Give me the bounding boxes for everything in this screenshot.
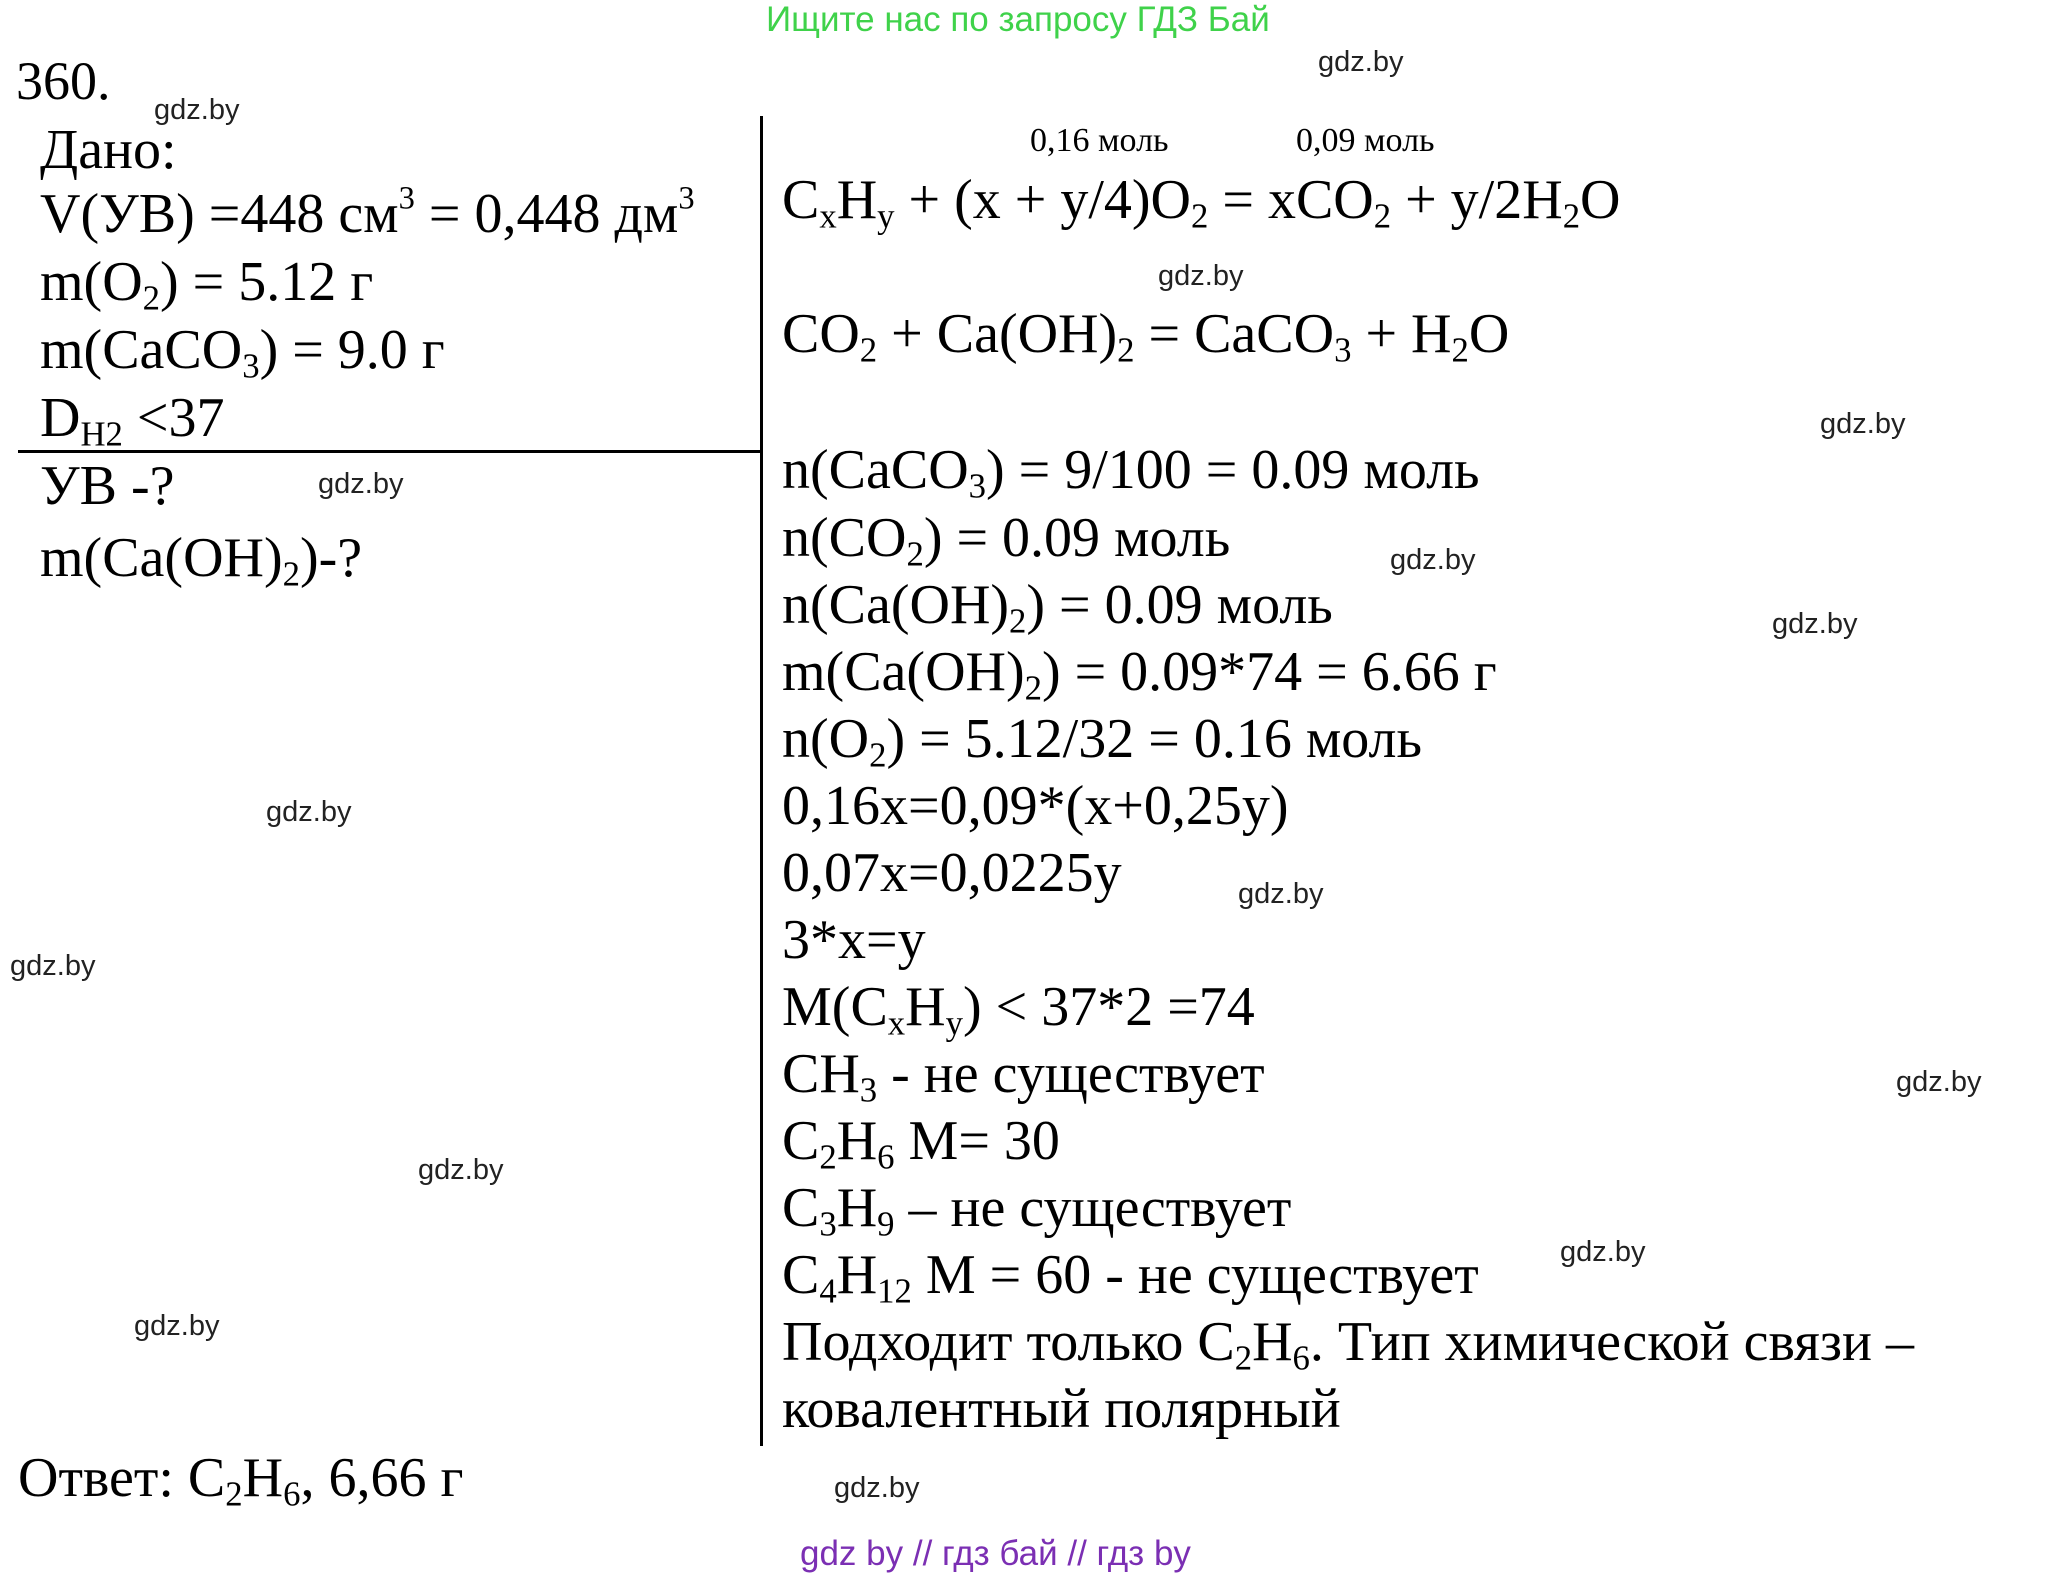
find-hydrocarbon: УВ -?	[40, 455, 175, 517]
watermark: gdz.by	[1158, 260, 1244, 292]
mol-label-o2: 0,16 моль	[1030, 122, 1169, 159]
watermark: gdz.by	[1318, 46, 1404, 78]
given-mass-o2: $m(O_2) = 5.12$ г	[40, 251, 374, 318]
given-density: $D_{H2} <37$	[40, 387, 225, 454]
watermark: gdz.by	[134, 1310, 220, 1342]
solution-line-c2h6: $C_2H_6$ M= 30	[782, 1110, 1060, 1177]
solution-line-ratio: 0,16x=0,09*(x+0,25y)	[782, 775, 1289, 837]
solution-line-n-caco3: n(CaCO$_3$) = 9/100 = 0.09 моль	[782, 439, 1480, 506]
watermark: gdz.by	[1896, 1066, 1982, 1098]
solution-line-n-o2: $n(O_2) = 5.12/32 = 0.16$ моль	[782, 708, 1423, 775]
combustion-equation: $C_xH_y + (x + y/4)O_2 = xCO_2 + y/2H_2O$	[782, 169, 1621, 236]
vertical-divider	[760, 116, 763, 1446]
footer-links: gdz by // гдз бай // гдз by	[800, 1534, 1191, 1573]
watermark: gdz.by	[834, 1472, 920, 1504]
solution-line-relation: 3*x=y	[782, 909, 926, 971]
problem-number: 360.	[16, 51, 111, 111]
watermark: gdz.by	[418, 1154, 504, 1186]
mol-label-co2: 0,09 моль	[1296, 122, 1435, 159]
watermark: gdz.by	[1390, 544, 1476, 576]
solution-line-n-caoh2: $n(Ca(OH)_2) = 0.09$ моль	[782, 574, 1333, 641]
watermark: gdz.by	[318, 468, 404, 500]
solution-line-conclusion: Подходит только $C_2H_6$. Тип химической связи –	[782, 1311, 1915, 1378]
answer: Ответ: $C_2H_6$, 6,66 г	[18, 1447, 464, 1514]
solution-line-bond-type: ковалентный полярный	[782, 1378, 1341, 1440]
watermark: gdz.by	[1560, 1236, 1646, 1268]
watermark: gdz.by	[1772, 608, 1858, 640]
solution-line-molar-mass: $M(C_xH_y) < 37*2 =74$	[782, 976, 1255, 1043]
find-mass-caoh2: $m(Ca(OH)_2)-$?	[40, 527, 363, 594]
watermark: gdz.by	[10, 950, 96, 982]
solution-line-c3h9: $C_3H_9$ – не существует	[782, 1177, 1292, 1244]
watermark: gdz.by	[154, 94, 240, 126]
watermark: gdz.by	[1820, 408, 1906, 440]
top-banner: Ищите нас по запросу ГДЗ Бай	[766, 0, 1270, 39]
watermark: gdz.by	[1238, 878, 1324, 910]
solution-line-simplified: 0,07x=0,0225y	[782, 842, 1122, 904]
solution-line-c4h12: $C_4H_{12}$ M = 60 - не существует	[782, 1244, 1479, 1311]
solution-line-ch3: $CH_3$ - не существует	[782, 1043, 1265, 1110]
solution-line-m-caoh2: $m(Ca(OH)_2) = 0.09*74 = 6.66$ г	[782, 641, 1497, 708]
given-volume: V(УВ) =448 $см^3 = 0,448$ $дм^3$	[40, 180, 695, 245]
limewater-equation: $CO_2 + Ca(OH)_2$ = CaCO$_3$ + $H_2O$	[782, 303, 1510, 370]
watermark: gdz.by	[266, 796, 352, 828]
given-mass-caco3: m(CaCO$_3$) = 9.0 г	[40, 319, 445, 386]
horizontal-divider	[18, 450, 760, 453]
solution-line-n-co2: $n(CO_2) = 0.09$ моль	[782, 507, 1231, 574]
given-header: Дано:	[40, 119, 177, 181]
